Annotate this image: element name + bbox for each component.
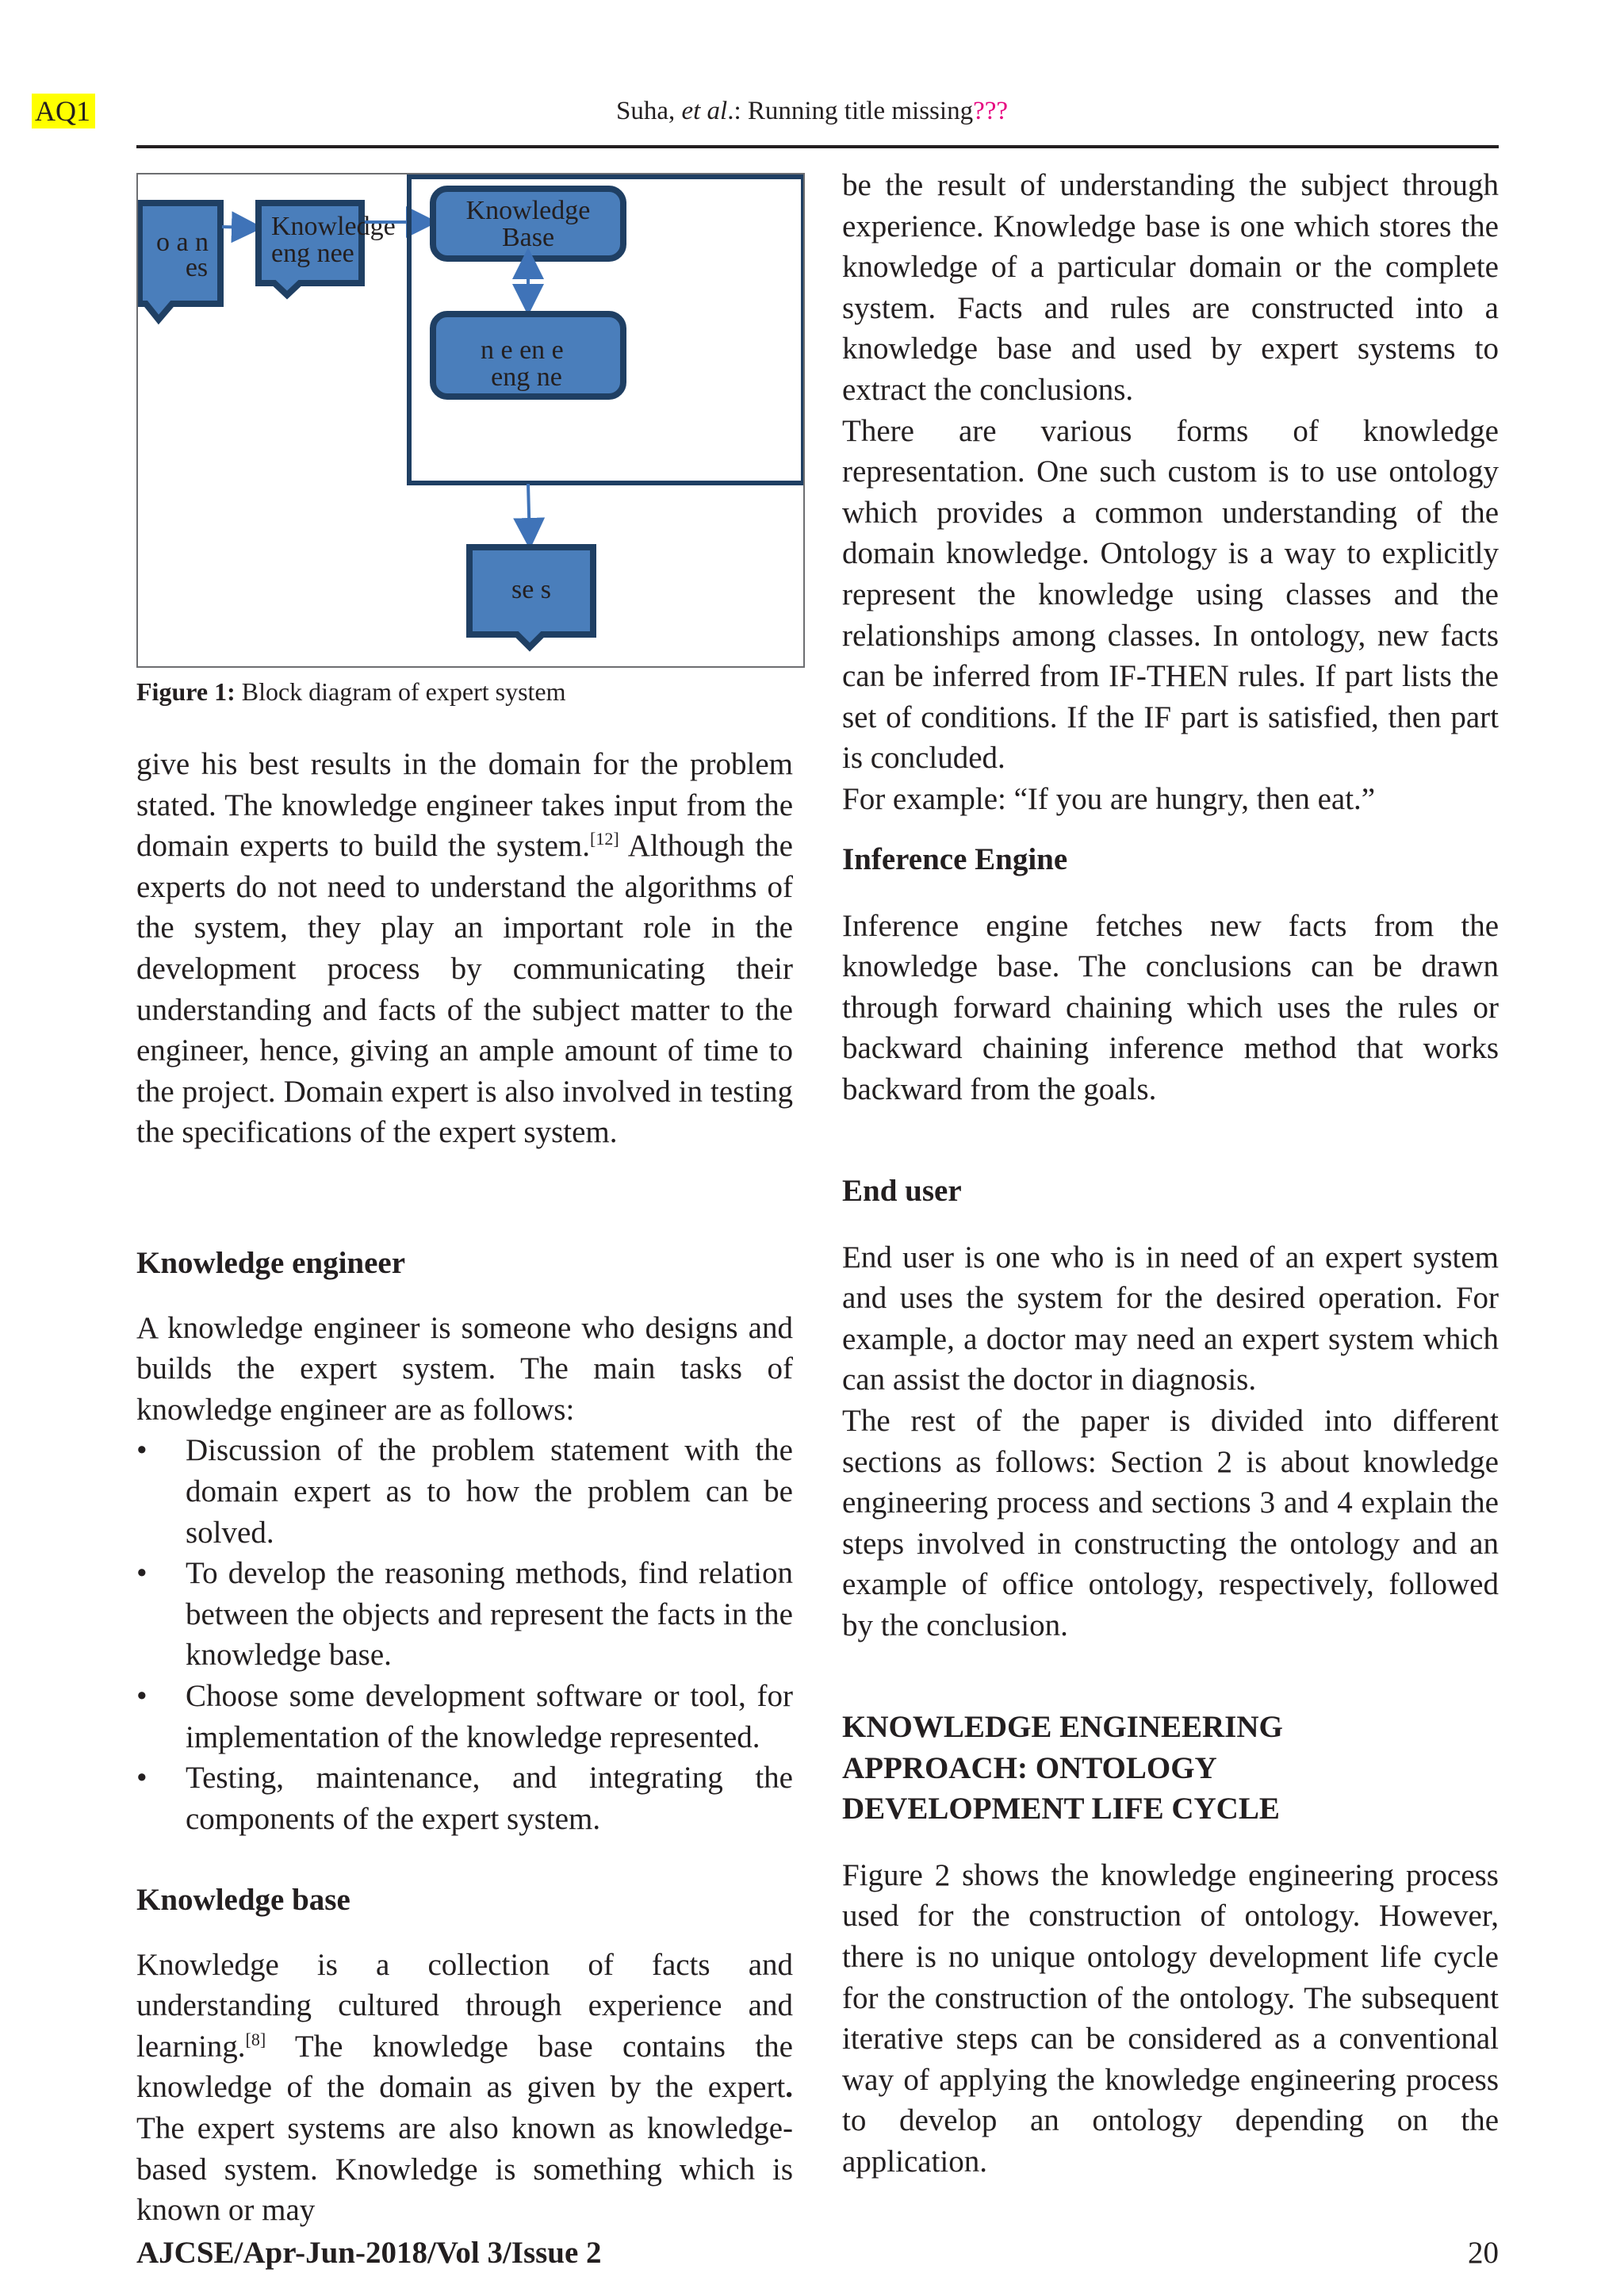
paragraph-knowledge-engineer-intro: A knowledge engineer is someone who designs and builds the expert system. The main tasks of knowledge engineer are as follows: (136, 1310, 793, 1427)
paragraph-example: For example: “If you are hungry, then eat.” (842, 781, 1376, 816)
citation-12: [12] (590, 829, 619, 849)
header-rule (136, 145, 1499, 148)
running-title-sep: .: (727, 97, 748, 125)
section-end-user (842, 1171, 1499, 1646)
arrow-experts-to-engineer (222, 227, 257, 228)
node-users (469, 547, 593, 647)
bullet-icon: • (136, 1556, 147, 1591)
running-title-text: Running title missing (747, 97, 974, 125)
list-item (136, 1430, 793, 1553)
paragraph-domain-experts (136, 744, 793, 1153)
figure-1-block-diagram (136, 173, 805, 668)
paragraph-knowledge-base-continued: be the result of understanding the subject through experience. Knowledge base is one which stores the knowledge of a particular domain or the complete system. Facts and rules are constructed into a knowledge base and used by expert systems to extract the conclusions. (842, 168, 1499, 407)
node-knowledge-engineer-line2: eng nee (271, 239, 354, 268)
paragraph-inference-engine: Inference engine fetches new facts from the knowledge base. The conclusions can be drawn through forward chaining which uses the rules or backward chaining inference method that works backward from the goals. (842, 908, 1499, 1106)
section-knowledge-base (136, 1880, 793, 2231)
paragraph-knowledge-representation: There are various forms of knowledge representation. One such custom is to use ontology which provides a common understanding of the domain knowledge. Ontology is a way to explicitly represent the knowledge using classes and the relationships among classes. In ontology, new facts can be inferred from IF-THEN rules. If part lists the set of conditions. If the IF part is satisfied, then part is concluded. (842, 413, 1499, 776)
node-knowledge-base-line1: Knowledge (465, 196, 591, 225)
list-item-text: Testing, maintenance, and integrating the components of the expert system. (186, 1761, 793, 1836)
bullet-icon: • (136, 1678, 147, 1713)
node-knowledge-engineer-line1: Knowledge (271, 212, 396, 241)
paragraph-figure-2-intro: Figure 2 shows the knowledge engineering process used for the construction of ontology. However, there is no unique ontology development life cycle for the construction of the ontology. The subsequent iterative steps can be considered as a conventional way of applying the knowledge engineering process to develop an ontology depending on the application. (842, 1857, 1499, 2179)
knowledge-engineer-task-list (136, 1430, 793, 1839)
paragraph-text: The expert systems are also known as knowledge-based system. Knowledge is something which is known or may (136, 2110, 793, 2228)
running-title-authors: Suha, (615, 97, 682, 125)
list-item-text: Discussion of the problem statement with the domain expert as to how the problem can be solved. (186, 1433, 793, 1550)
paragraph-text: Although the experts do not need to understand the algorithms of the system, they play an important role in the development process by communicating their understanding and facts of the subject matter to the engineer, hence, giving an ample amount of time to the project. Domain expert is also involved in testing the specifications of the expert system. (136, 829, 793, 1150)
running-title-flag: ??? (973, 97, 1009, 125)
arrow-to-users (528, 484, 530, 543)
right-column-top (842, 165, 1499, 820)
heading-knowledge-engineering-line3: DEVELOPMENT LIFE CYCLE (842, 1792, 1280, 1826)
list-item (136, 1553, 793, 1676)
heading-knowledge-engineering-line1: KNOWLEDGE ENGINEERING (842, 1710, 1283, 1744)
citation-8: [8] (245, 2029, 266, 2049)
running-title (0, 92, 1624, 130)
paragraph-end-user: End user is one who is in need of an expert system and uses the system for the desired operation. For example, a doctor may need an expert system which can assist the doctor in diagnosis. (842, 1240, 1499, 1397)
node-knowledge-base-line2: Base (501, 223, 555, 252)
paragraph-text: Knowledge is a collection of facts and understanding cultured through experience and learning. (136, 1947, 793, 2064)
node-domain-experts-line1: o a n (155, 228, 209, 257)
footer-page-number: 20 (1468, 2236, 1499, 2270)
paragraph-knowledge-base (136, 1945, 793, 2231)
heading-knowledge-base: Knowledge base (136, 1883, 350, 1917)
bullet-icon: • (136, 1433, 147, 1468)
paragraph-text: give his best results in the domain for the problem stated. The knowledge engineer takes input from the domain experts to build the system. (136, 747, 793, 864)
list-item-text: Choose some development software or tool, for implementation of the knowledge represented. (186, 1678, 793, 1754)
bullet-icon: • (136, 1761, 147, 1796)
author-query-tag: AQ1 (32, 94, 95, 128)
section-knowledge-engineering-approach (842, 1707, 1499, 2183)
section-knowledge-engineer (136, 1243, 793, 1839)
node-users-label: se s (511, 575, 552, 604)
node-knowledge-base (433, 189, 623, 259)
footer-journal-info: AJCSE/Apr-Jun-2018/Vol 3/Issue 2 (136, 2236, 602, 2270)
running-title-etal: et al (681, 97, 728, 125)
list-item (136, 1676, 793, 1757)
node-inference-engine (433, 314, 623, 397)
left-column-continued-paragraph (136, 744, 793, 1153)
heading-knowledge-engineering-line2: APPROACH: ONTOLOGY (842, 1750, 1217, 1785)
node-domain-experts (140, 203, 220, 320)
node-knowledge-engineer (259, 203, 396, 295)
block-diagram-svg (138, 174, 803, 666)
heading-knowledge-engineer: Knowledge engineer (136, 1246, 406, 1280)
heading-inference-engine: Inference Engine (842, 842, 1068, 876)
heading-end-user: End user (842, 1174, 962, 1208)
node-domain-experts-line2: es (185, 253, 209, 282)
list-item-text: To develop the reasoning methods, find relation between the objects and represent the facts in the knowledge base. (186, 1556, 793, 1673)
figure-1-caption-label: Figure 1: (136, 677, 236, 706)
paragraph-rest-of-paper: The rest of the paper is divided into different sections as follows: Section 2 is about knowledge engineering process and sections 3 and 4 explain the steps involved in constructing the ontology and an example of office ontology, respectively, followed by the conclusion. (842, 1403, 1499, 1642)
node-inference-engine-line1: n e en e (481, 335, 564, 365)
node-inference-engine-line2: eng ne (491, 362, 562, 392)
figure-1-caption (136, 674, 566, 709)
section-inference-engine (842, 839, 1499, 1110)
list-item (136, 1757, 793, 1839)
paragraph-text: The knowledge base contains the knowledge of the domain as given by the expert (136, 2029, 793, 2105)
bold-period: . (785, 2070, 793, 2105)
figure-1-caption-text: Block diagram of expert system (235, 677, 566, 706)
